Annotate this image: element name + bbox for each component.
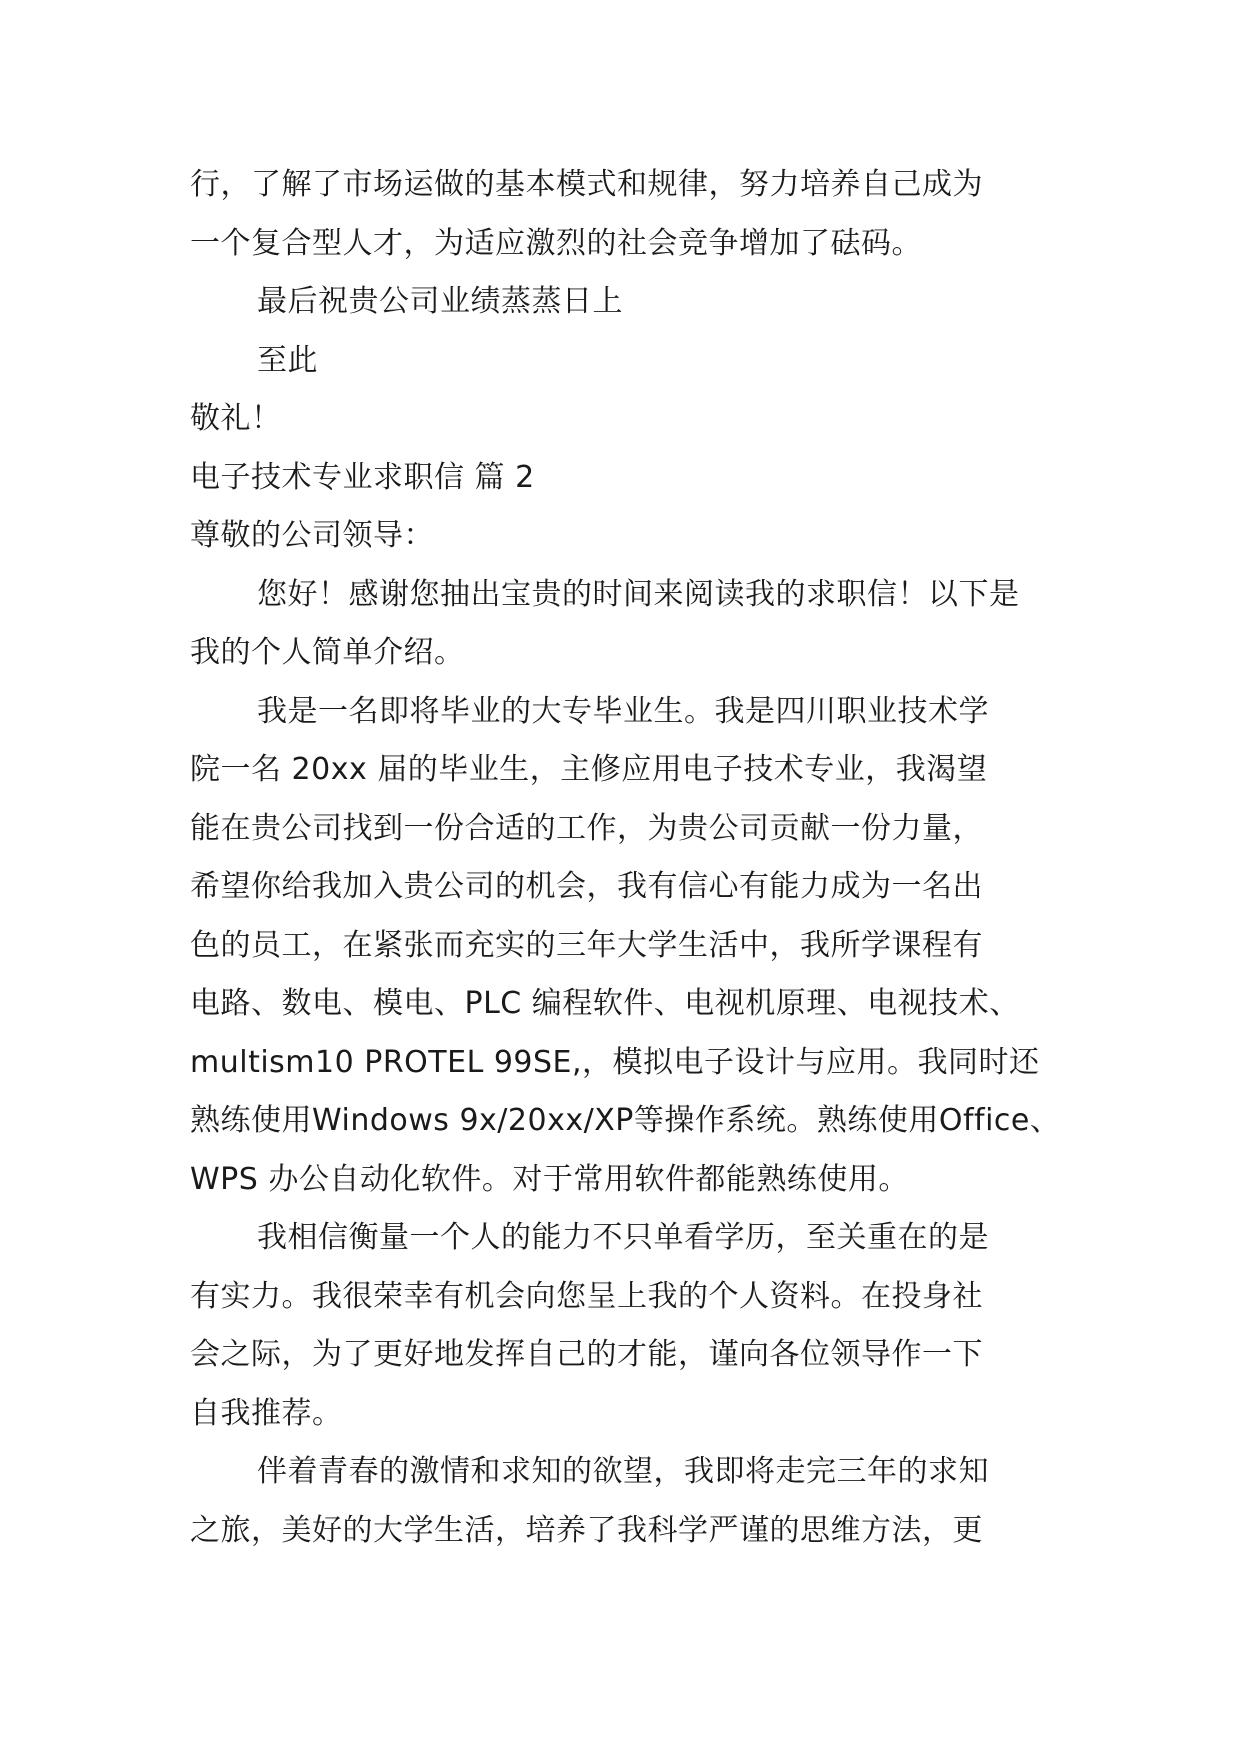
paragraph-line: 电路、数电、模电、PLC 编程软件、电视机原理、电视技术、 bbox=[190, 986, 1020, 1021]
paragraph-line: 色的员工，在紧张而充实的三年大学生活中，我所学课程有 bbox=[190, 927, 983, 963]
paragraph-line: 会之际，为了更好地发挥自己的才能，谨向各位领导作一下 bbox=[190, 1337, 983, 1372]
text-line: 一个复合型人才，为适应激烈的社会竞争增加了砝码。 bbox=[190, 225, 922, 261]
paragraph-line: 之旅，美好的大学生活，培养了我科学严谨的思维方法，更 bbox=[190, 1512, 983, 1548]
closing-wish: 最后祝贵公司业绩蒸蒸日上 bbox=[257, 284, 623, 319]
paragraph-line: 您好！感谢您抽出宝贵的时间来阅读我的求职信！以下是 bbox=[257, 576, 1020, 612]
paragraph-line: 院一名 20xx 届的毕业生，主修应用电子技术专业，我渴望 bbox=[190, 752, 988, 787]
paragraph-line: 希望你给我加入贵公司的机会，我有信心有能力成为一名出 bbox=[190, 869, 983, 904]
paragraph-line: 自我推荐。 bbox=[190, 1395, 343, 1431]
paragraph-line: 能在贵公司找到一份合适的工作，为贵公司贡献一份力量， bbox=[190, 810, 983, 846]
document-body bbox=[190, 156, 1070, 1560]
greeting: 尊敬的公司领导： bbox=[190, 518, 434, 553]
section-heading: 电子技术专业求职信 篇 2 bbox=[190, 459, 535, 495]
paragraph-line: WPS 办公自动化软件。对于常用软件都能熟练使用。 bbox=[190, 1161, 909, 1197]
paragraph-line: multism10 PROTEL 99SE,，模拟电子设计与应用。我同时还 bbox=[190, 1044, 1040, 1080]
closing-regards: 敬礼！ bbox=[190, 401, 282, 436]
paragraph-line: 有实力。我很荣幸有机会向您呈上我的个人资料。在投身社 bbox=[190, 1278, 983, 1314]
paragraph-line: 我相信衡量一个人的能力不只单看学历，至关重在的是 bbox=[257, 1220, 989, 1255]
paragraph-line: 熟练使用Windows 9x/20xx/XP等操作系统。熟练使用Office、 bbox=[190, 1103, 1061, 1138]
paragraph-line: 我是一名即将毕业的大专毕业生。我是四川职业技术学 bbox=[257, 693, 989, 729]
paragraph-line: 我的个人简单介绍。 bbox=[190, 635, 465, 670]
closing-salutation: 至此 bbox=[257, 342, 318, 378]
paragraph-line: 伴着青春的激情和求知的欲望，我即将走完三年的求知 bbox=[257, 1454, 989, 1489]
text-line: 行，了解了市场运做的基本模式和规律，努力培养自己成为 bbox=[190, 167, 983, 202]
